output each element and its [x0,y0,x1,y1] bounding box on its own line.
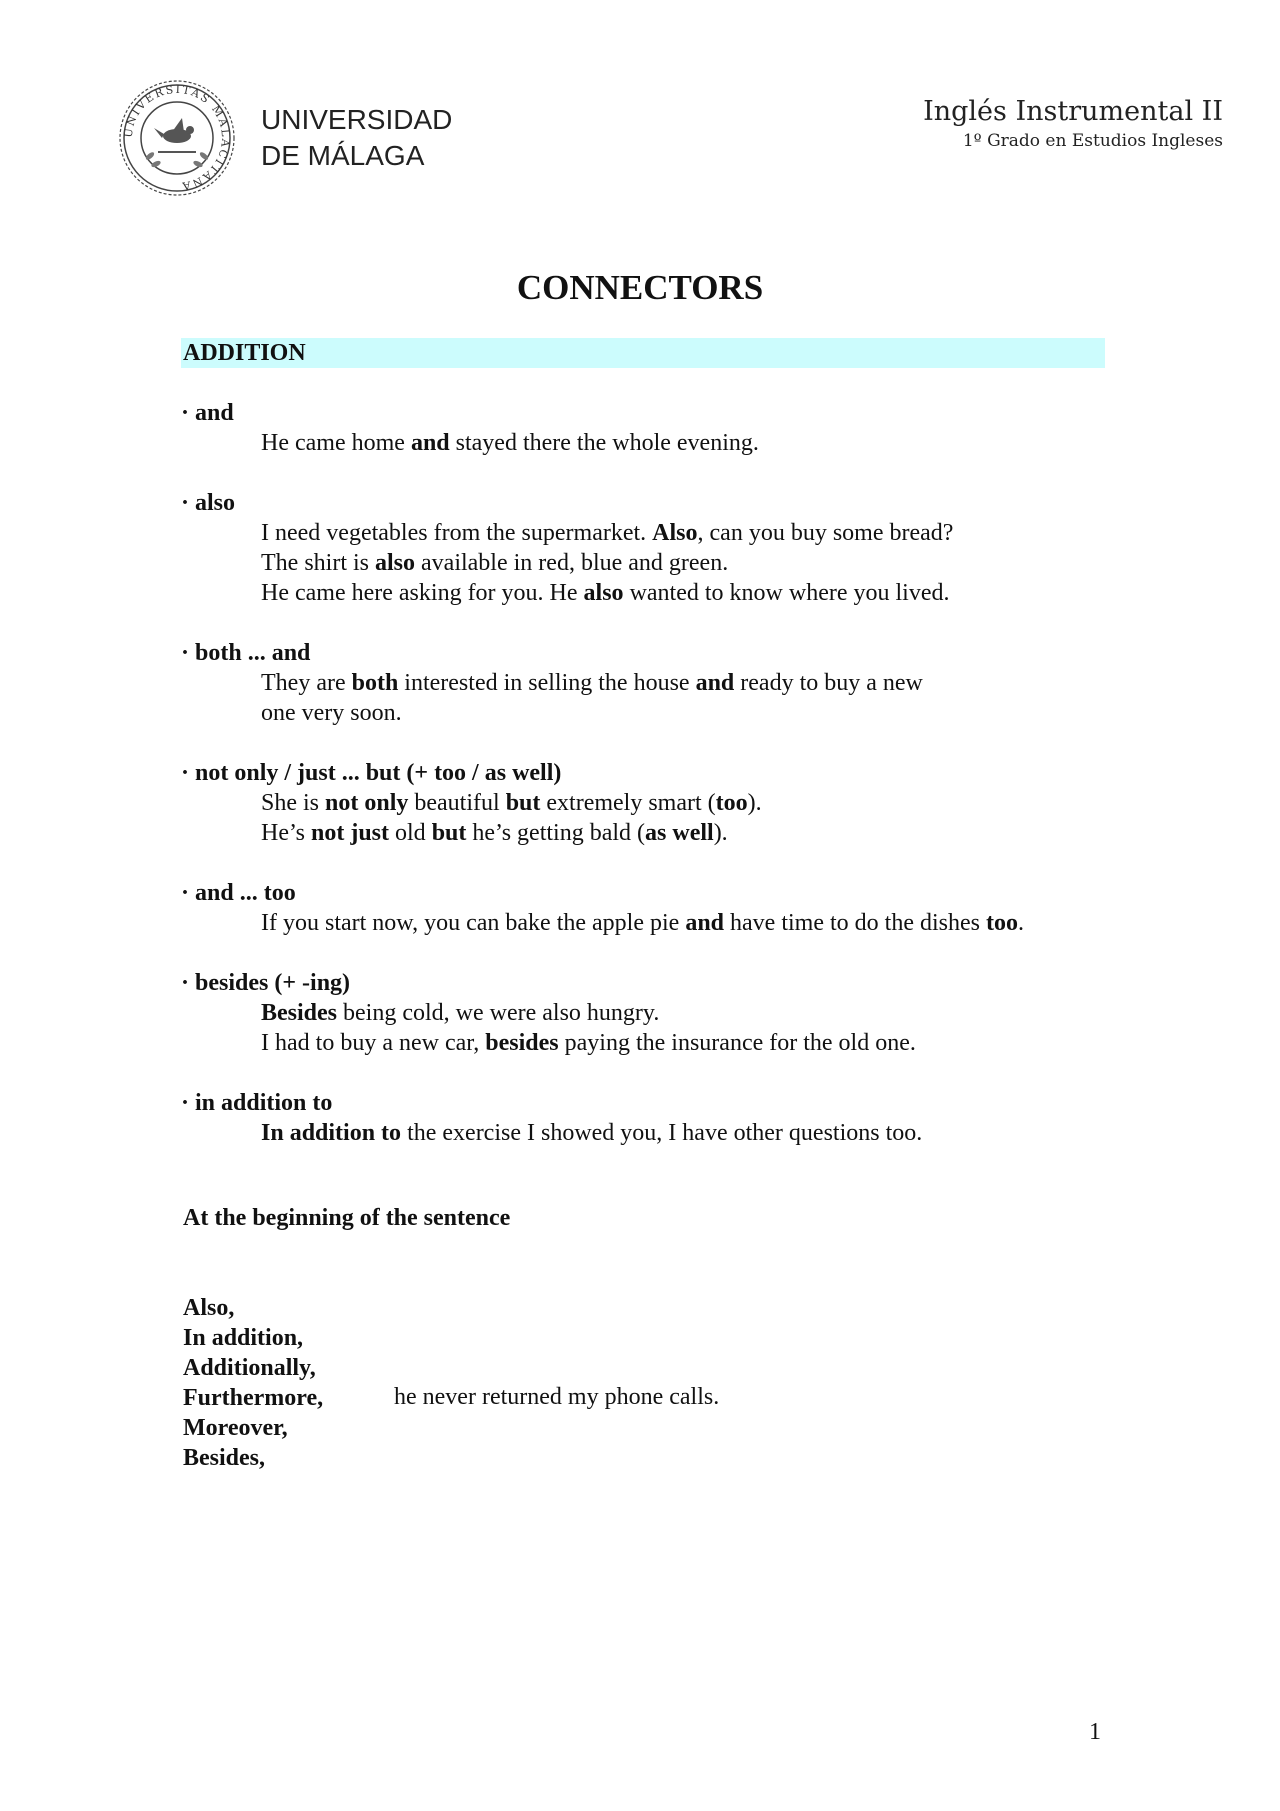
connector-entry [181,488,1141,608]
page-number: 1 [1089,1719,1101,1745]
connector-highlight: and [685,910,725,936]
connector-entry [181,878,1141,938]
connector-label: besides (+ -ing) [195,970,351,996]
connector-label: not only / just ... but (+ too / as well) [195,760,562,786]
connector-highlight: not just [311,820,390,846]
example-text: the exercise I showed you, I have other questions too. [401,1120,923,1146]
beginning-connector: Furthermore, [183,1385,324,1411]
example-text: If you start now, you can bake the apple pie [261,910,686,936]
svg-text:UNIVERSITAS MALACITANA: UNIVERSITAS MALACITANA [121,82,233,194]
connector-label: both ... and [195,640,311,666]
bullet-dot: · [181,1090,190,1116]
connector-highlight: both [351,670,399,696]
connector-highlight: and [695,670,735,696]
example-text: paying the insurance for the old one. [558,1030,916,1056]
example-text: have time to do the dishes [724,910,986,936]
example-text: The shirt is [261,550,375,576]
beginning-connector: Besides, [183,1445,266,1471]
example-text: being cold, we were also hungry. [337,1000,660,1026]
connector-entry [181,638,1141,728]
example-text: one very soon. [261,700,402,726]
example-sentence [261,788,1141,818]
connector-highlight: In addition to [261,1120,402,1146]
connector-heading [181,968,1141,998]
connector-highlight: not only [325,790,409,816]
page-title: CONNECTORS [516,268,764,307]
beginning-connector-list [183,1293,323,1473]
example-sentence [261,1028,1141,1058]
beginning-heading: At the beginning of the sentence [183,1205,511,1231]
connector-highlight: too [985,910,1018,936]
example-sentence [261,578,1141,608]
example-text: ready to buy a new [734,670,923,696]
example-text: He’s [261,820,311,846]
connector-label: also [195,490,236,516]
example-text: ). [713,820,728,846]
connector-highlight: also [375,550,416,576]
example-text: . [1017,910,1024,936]
bullet-dot: · [181,760,190,786]
connector-label: in addition to [195,1090,333,1116]
connector-entry [181,1088,1141,1148]
bullet-dot: · [181,970,190,996]
connector-heading [181,638,1141,668]
connector-label: and ... too [195,880,296,906]
example-text: She is [261,790,326,816]
example-text: They are [261,670,352,696]
example-text: old [389,820,432,846]
example-text: He came here asking for you. He [261,580,584,606]
example-sentence [261,818,1141,848]
section-heading-addition: ADDITION [181,338,1105,368]
example-sentence [261,1118,1141,1148]
example-sentence [261,668,1141,698]
beginning-connector: Moreover, [183,1415,288,1441]
course-subtitle: 1º Grado en Estudios Ingleses [962,131,1223,151]
example-text: he’s getting bald ( [466,820,646,846]
university-name-line1: UNIVERSIDAD [261,104,453,135]
example-text: I had to buy a new car, [261,1030,486,1056]
connector-entries [181,398,1141,1178]
example-sentence [261,548,1141,578]
example-text: interested in selling the house [398,670,696,696]
bullet-dot: · [181,490,190,516]
course-title: Inglés Instrumental II [923,96,1223,127]
example-text: I need vegetables from the supermarket. [261,520,653,546]
university-name-line2: DE MÁLAGA [261,140,425,171]
example-text: beautiful [408,790,506,816]
example-text: ). [747,790,762,816]
example-sentence [261,908,1141,938]
university-name [261,102,452,174]
connector-label: and [195,400,234,426]
example-sentence [261,518,1141,548]
connector-heading [181,398,1141,428]
example-text: He came home [261,430,411,456]
example-sentence [261,428,1141,458]
connector-highlight: too [715,790,748,816]
connector-heading [181,488,1141,518]
example-sentence [261,998,1141,1028]
beginning-connector: In addition, [183,1325,304,1351]
example-text: , can you buy some bread? [697,520,954,546]
connector-highlight: Also [652,520,698,546]
connector-heading [181,758,1141,788]
connector-entry [181,968,1141,1058]
example-text: wanted to know where you lived. [623,580,950,606]
connector-highlight: as well [645,820,714,846]
example-text: extremely smart ( [540,790,716,816]
connector-highlight: besides [485,1030,559,1056]
connector-entry [181,758,1141,848]
bullet-dot: · [181,400,190,426]
beginning-example-sentence: he never returned my phone calls. [394,1384,720,1410]
beginning-connector: Also, [183,1295,235,1321]
bullet-dot: · [181,880,190,906]
connector-highlight: but [505,790,541,816]
beginning-connector: Additionally, [183,1355,316,1381]
connector-highlight: and [410,430,450,456]
connector-entry [181,398,1141,458]
example-sentence [261,698,1141,728]
connector-highlight: but [431,820,467,846]
connector-highlight: also [583,580,624,606]
example-text: stayed there the whole evening. [449,430,759,456]
bullet-dot: · [181,640,190,666]
connector-highlight: Besides [261,1000,338,1026]
university-seal-logo [106,78,248,198]
connector-heading [181,878,1141,908]
connector-heading [181,1088,1141,1118]
example-text: available in red, blue and green. [415,550,729,576]
course-header [923,95,1223,153]
